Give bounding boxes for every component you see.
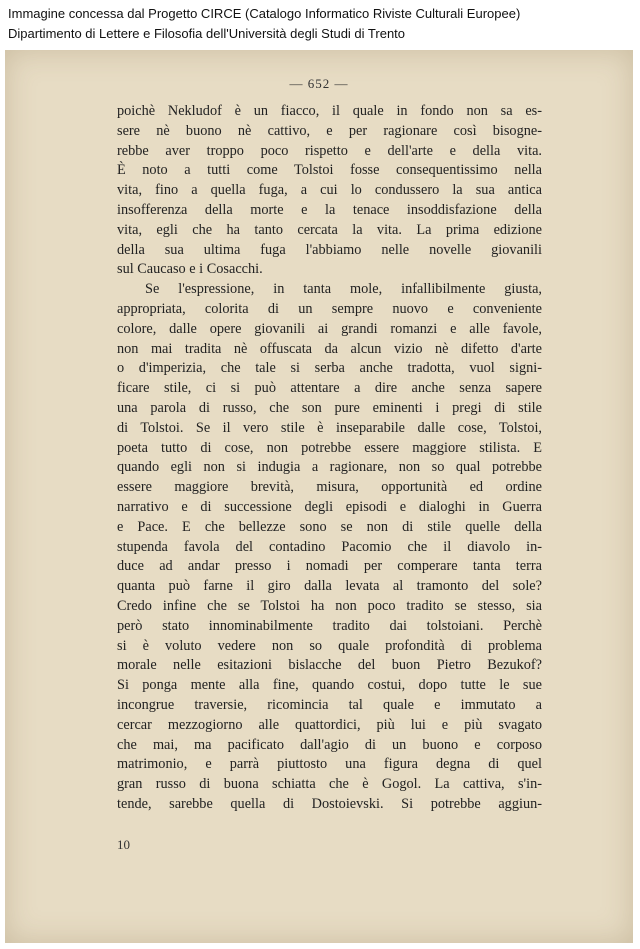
text-line: essere maggiore brevità, misura, opportunità ed ordine: [117, 479, 542, 496]
circe-banner: [0, 0, 640, 50]
text-line: si è voluto vedere non so quale profondità di problema: [117, 637, 542, 654]
text-line: insofferenza della morte e la tenace insoddisfazione della: [117, 201, 542, 218]
text-line: di Tolstoi. Se il vero stile è inseparabile dalle cose, Tolstoi,: [117, 419, 542, 436]
text-line: vita, fino a quella fuga, a cui lo condussero la sua antica: [117, 182, 542, 199]
text-line: stupenda favola del contadino Pacomio che il diavolo in-: [117, 538, 542, 555]
banner-line-2: Dipartimento di Lettere e Filosofia dell'Università degli Studi di Trento: [8, 26, 406, 41]
text-line: incongrue traversie, ricomincia tal quale e immutato a: [117, 696, 542, 713]
text-line: Se l'espressione, in tanta mole, infallibilmente giusta,: [145, 281, 542, 298]
text-line: quando egli non si indugia a ragionare, non so qual potrebbe: [117, 459, 542, 476]
text-line: quanta può farne il giro dalla levata al tramonto del sole?: [117, 578, 542, 595]
scanned-page: [5, 50, 633, 943]
text-line: che mai, ma pacificato dall'agio di un buono e corposo: [117, 736, 542, 753]
text-line: Si ponga mente alla fine, quando costui, dopo tutte le sue: [117, 677, 542, 694]
text-line: matrimonio, e parrà piuttosto una figura degna di quel: [117, 756, 542, 773]
page-number: — 652 —: [289, 76, 349, 91]
text-line: tende, sarebbe quella di Dostoievski. Si potrebbe aggiun-: [117, 795, 542, 812]
text-line: Credo infine che se Tolstoi ha non poco tradito se stesso, sia: [117, 597, 542, 614]
text-line: colore, dalle opere giovanili ai grandi romanzi e alle favole,: [117, 320, 542, 337]
text-line: poichè Nekludof è un fiacco, il quale in fondo non sa es-: [117, 103, 542, 119]
text-line: vita, egli che ha tanto cercata la vita. La prima edizione: [117, 221, 542, 238]
text-line: morale nelle esitazioni bislacche del buon Pietro Bezukof?: [117, 657, 542, 674]
text-line: ficare stile, ci si può attentare a dire anche senza sapere: [117, 380, 542, 397]
signature-mark: 10: [117, 837, 130, 852]
text-line: sere nè buono nè cattivo, e per ragionare così bisogne-: [117, 122, 542, 139]
text-line: cercar mezzogiorno alle quattordici, più lui e più svagato: [117, 716, 542, 733]
text-line: e Pace. E che bellezze sono se non di stile quelle della: [117, 518, 542, 535]
text-line: sul Caucaso e i Cosacchi.: [117, 261, 263, 278]
body-text: [117, 102, 542, 815]
text-line: narrativo e di successione degli episodi e dialoghi in Guerra: [117, 498, 542, 515]
text-line: appropriata, colorita di un sempre nuovo e conveniente: [117, 300, 542, 317]
text-line: non mai tradita nè offuscata da alcun vizio nè difetto d'arte: [117, 340, 542, 357]
text-line: però stato innominabilmente tradito dai tolstoiani. Perchè: [117, 617, 542, 634]
text-line: della sua ultima fuga l'abbiamo nelle novelle giovanili: [117, 241, 542, 258]
text-line: poeta tutto di cose, non potrebbe essere maggiore stilista. E: [117, 439, 542, 456]
text-line: o d'imperizia, che tale si serba anche tradotta, vuol signi-: [117, 360, 542, 377]
text-line: È noto a tutti come Tolstoi fosse consequentissimo nella: [117, 162, 542, 179]
text-line: una parola di russo, che son pure eminenti i pregi di stile: [117, 399, 542, 416]
text-line: duce ad andar presso i nomadi per comperare tanta terra: [117, 558, 542, 575]
banner-line-1: Immagine concessa dal Progetto CIRCE (Catalogo Informatico Riviste Culturali Europee): [8, 6, 521, 21]
text-line: rebbe aver troppo poco rispetto e dell'arte e della vita.: [117, 142, 542, 159]
text-line: gran russo di buona schiatta che è Gogol. La cattiva, s'in-: [117, 776, 542, 793]
